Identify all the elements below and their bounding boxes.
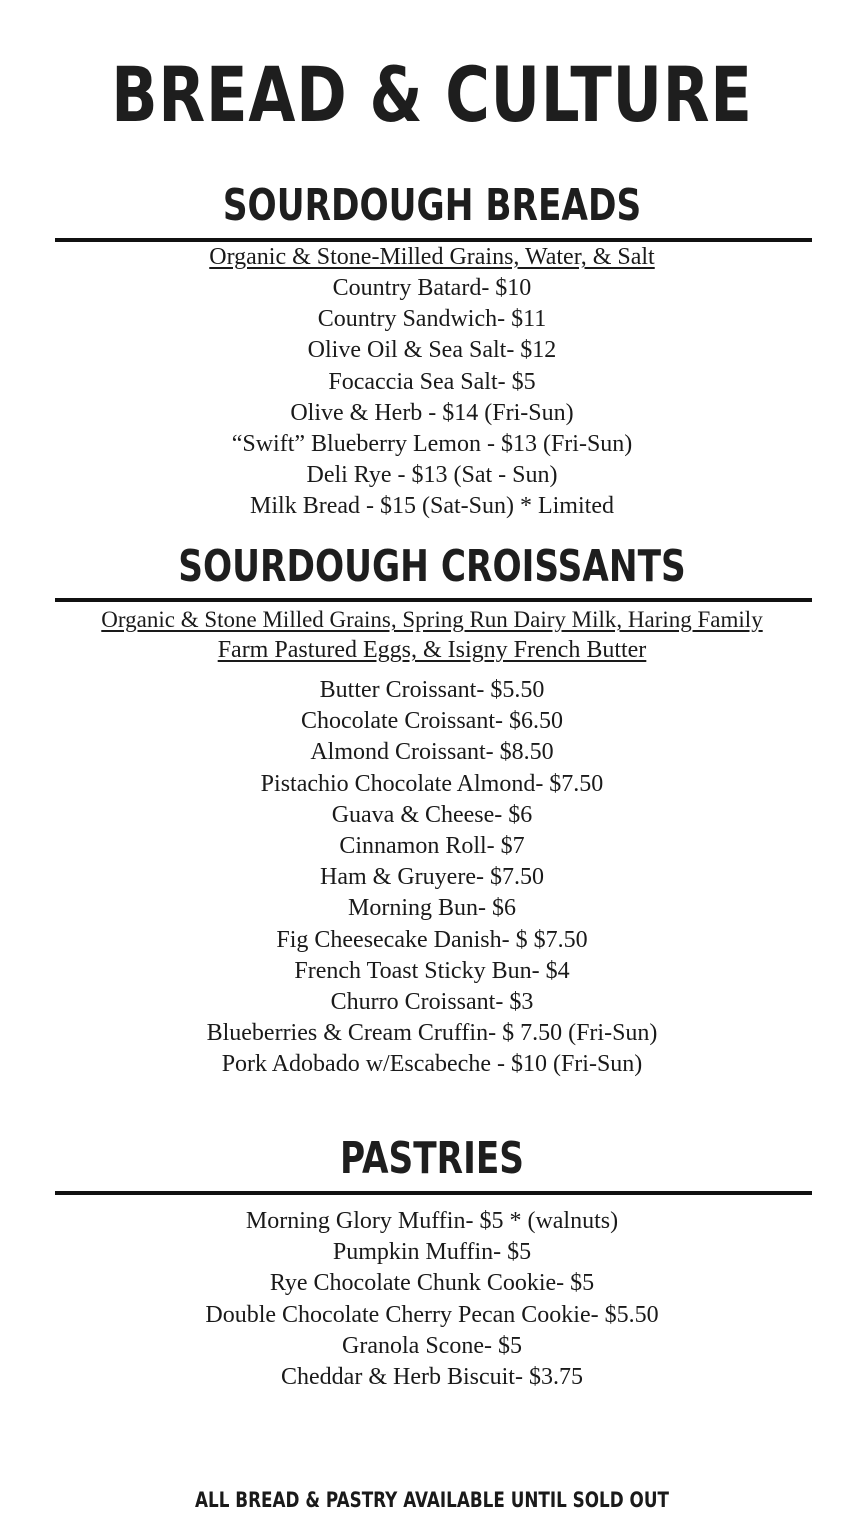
section-divider [55, 598, 812, 602]
menu-item: Cinnamon Roll- $7 [339, 832, 525, 859]
menu-item: Ham & Gruyere- $7.50 [320, 864, 544, 891]
section-subtitle: Farm Pastured Eggs, & Isigny French Butter [217, 637, 647, 663]
menu-item: Rye Chocolate Chunk Cookie- $5 [269, 1270, 595, 1297]
menu-item: Double Chocolate Cherry Pecan Cookie- $5.50 [205, 1301, 659, 1328]
section-title-sourdough-breads: SOURDOUGH BREADS [222, 180, 642, 231]
menu-item: Olive & Herb - $14 (Fri-Sun) [290, 399, 574, 426]
menu-list-sourdough-breads [0, 273, 864, 523]
menu-item: Milk Bread - $15 (Sat-Sun) * Limited [250, 493, 614, 520]
section-subtitle: Organic & Stone Milled Grains, Spring Run Dairy Milk, Haring Family [101, 607, 763, 632]
menu-item: Country Sandwich- $11 [317, 306, 547, 333]
menu-item: Almond Croissant- $8.50 [310, 739, 554, 766]
menu-item: Blueberries & Cream Cruffin- $ 7.50 (Fri-Sun) [206, 1020, 658, 1047]
section-title-pastries: PASTRIES [339, 1133, 525, 1184]
menu-item: “Swift” Blueberry Lemon - $13 (Fri-Sun) [231, 430, 633, 457]
menu-list-pastries [0, 1206, 864, 1393]
menu-item: Morning Bun- $6 [348, 895, 516, 922]
menu-item: Deli Rye - $13 (Sat - Sun) [306, 462, 558, 489]
brand-title: BREAD & CULTURE [111, 50, 753, 139]
menu-item: Fig Cheesecake Danish- $ $7.50 [276, 926, 588, 953]
menu-item: Butter Croissant- $5.50 [319, 677, 545, 703]
availability-note: ALL BREAD & PASTRY AVAILABLE UNTIL SOLD OUT [195, 1488, 669, 1512]
menu-item: Cheddar & Herb Biscuit- $3.75 [281, 1363, 583, 1390]
menu-list-sourdough-croissants [0, 675, 864, 1080]
menu-item: Pistachio Chocolate Almond- $7.50 [260, 770, 604, 797]
menu-item: Country Batard- $10 [332, 275, 532, 301]
menu-item: Granola Scone- $5 [342, 1332, 522, 1359]
menu-item: French Toast Sticky Bun- $4 [294, 957, 570, 984]
section-divider [55, 1191, 812, 1195]
menu-item: Focaccia Sea Salt- $5 [328, 368, 536, 395]
menu-item: Olive Oil & Sea Salt- $12 [307, 337, 557, 364]
menu-item: Guava & Cheese- $6 [331, 801, 533, 828]
menu-item: Morning Glory Muffin- $5 * (walnuts) [245, 1208, 619, 1234]
section-title-sourdough-croissants: SOURDOUGH CROISSANTS [178, 541, 686, 592]
menu-item: Pork Adobado w/Escabeche - $10 (Fri-Sun) [221, 1051, 643, 1078]
menu-item: Chocolate Croissant- $6.50 [301, 708, 563, 735]
section-subtitle: Organic & Stone-Milled Grains, Water, & Salt [209, 244, 655, 270]
menu-item: Pumpkin Muffin- $5 [332, 1239, 532, 1266]
menu-item: Churro Croissant- $3 [330, 988, 534, 1015]
